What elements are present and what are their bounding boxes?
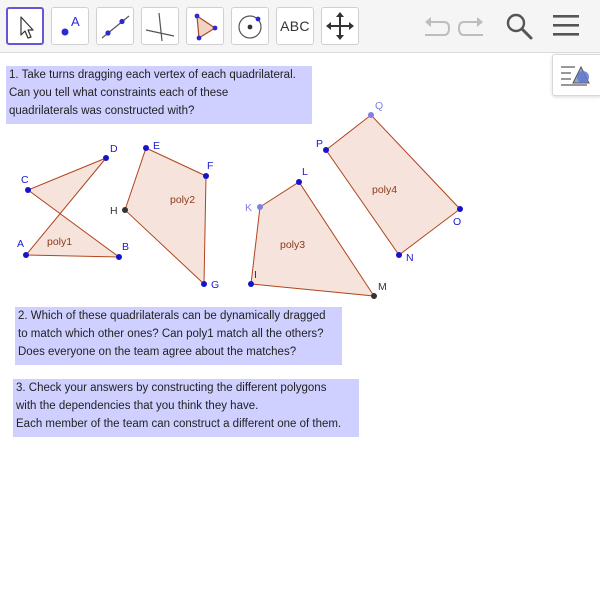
point-l[interactable]: [296, 179, 302, 185]
poly1-shape[interactable]: [26, 158, 119, 257]
point-p-label: P: [316, 138, 324, 150]
instruction-3-line-1: 3. Check your answers by constructing the different polygons: [16, 382, 327, 394]
poly1-label: poly1: [47, 236, 73, 248]
search-icon: [503, 10, 535, 42]
perpendicular-icon: [142, 8, 178, 44]
move-tool-button[interactable]: [6, 7, 44, 45]
point-h-label: H: [110, 205, 118, 217]
point-e[interactable]: [143, 145, 149, 151]
toolbar: [0, 0, 600, 53]
instruction-3-line-3: Each member of the team can construct a different one of them.: [16, 418, 342, 430]
point-f[interactable]: [203, 173, 209, 179]
point-k[interactable]: [257, 204, 263, 210]
point-m[interactable]: [371, 293, 377, 299]
poly3-shape[interactable]: [251, 182, 374, 296]
line-icon: [97, 8, 133, 44]
instruction-3-line-2: with the dependencies that you think they have.: [16, 400, 259, 412]
point-d-label: D: [110, 143, 118, 155]
point-o-label: O: [453, 216, 462, 228]
text-tool-button[interactable]: [276, 7, 314, 45]
point-b-label: B: [122, 241, 130, 253]
instruction-1-line-2: Can you tell what constraints each of these: [9, 87, 229, 99]
point-l-label: L: [302, 166, 308, 178]
point-d[interactable]: [103, 155, 109, 161]
redo-icon: [456, 10, 488, 42]
point-i[interactable]: [248, 281, 254, 287]
instruction-1-line-3: quadrilaterals was constructed with?: [9, 105, 195, 117]
point-q-label: Q: [375, 100, 384, 112]
point-g[interactable]: [201, 281, 207, 287]
point-n-label: N: [406, 252, 414, 264]
instruction-1-line-1: 1. Take turns dragging each vertex of each quadrilateral.: [9, 69, 296, 81]
instruction-2-line-3: Does everyone on the team agree about the matches?: [18, 346, 297, 358]
point-n[interactable]: [396, 252, 402, 258]
poly3-label: poly3: [280, 239, 306, 251]
instruction-box-3[interactable]: [13, 379, 359, 437]
circle-tool-button[interactable]: [231, 7, 269, 45]
point-q[interactable]: [368, 112, 374, 118]
point-a-label: A: [17, 238, 25, 250]
undo-icon: [420, 10, 452, 42]
poly2-shape[interactable]: [125, 148, 206, 284]
instruction-2-line-1: 2. Which of these quadrilaterals can be dynamically dragged: [18, 310, 326, 322]
point-c-label: C: [21, 174, 29, 186]
text-tool-label: ABC: [280, 18, 310, 34]
point-k-label: K: [245, 202, 253, 214]
point-a[interactable]: [23, 252, 29, 258]
point-glyph: A: [71, 14, 80, 29]
menu-icon: [550, 10, 582, 42]
polygon-icon: [187, 8, 223, 44]
move-view-tool-button[interactable]: [321, 7, 359, 45]
perpendicular-tool-button[interactable]: [141, 7, 179, 45]
poly4-label: poly4: [372, 184, 398, 196]
polygon-tool-button[interactable]: [186, 7, 224, 45]
instruction-box-2[interactable]: [15, 307, 342, 365]
point-g-label: G: [211, 279, 220, 291]
point-i-label: I: [254, 269, 257, 281]
point-o[interactable]: [457, 206, 463, 212]
redo-button[interactable]: [456, 10, 488, 42]
undo-button[interactable]: [420, 10, 452, 42]
graphics-view: [0, 53, 600, 303]
move-view-icon: [322, 8, 358, 44]
move-arrow-icon: [8, 9, 44, 45]
point-b[interactable]: [116, 254, 122, 260]
point-e-label: E: [153, 140, 161, 152]
poly2-label: poly2: [170, 194, 196, 206]
circle-icon: [232, 8, 268, 44]
point-c[interactable]: [25, 187, 31, 193]
point-tool-button[interactable]: [51, 7, 89, 45]
search-button[interactable]: [503, 10, 535, 42]
point-icon: [52, 8, 88, 44]
line-tool-button[interactable]: [96, 7, 134, 45]
instruction-2-line-2: to match which other ones? Can poly1 match all the others?: [18, 328, 324, 340]
point-p[interactable]: [323, 147, 329, 153]
point-h[interactable]: [122, 207, 128, 213]
point-f-label: F: [207, 160, 214, 172]
main-menu-button[interactable]: [550, 10, 582, 42]
point-m-label: M: [378, 281, 387, 293]
